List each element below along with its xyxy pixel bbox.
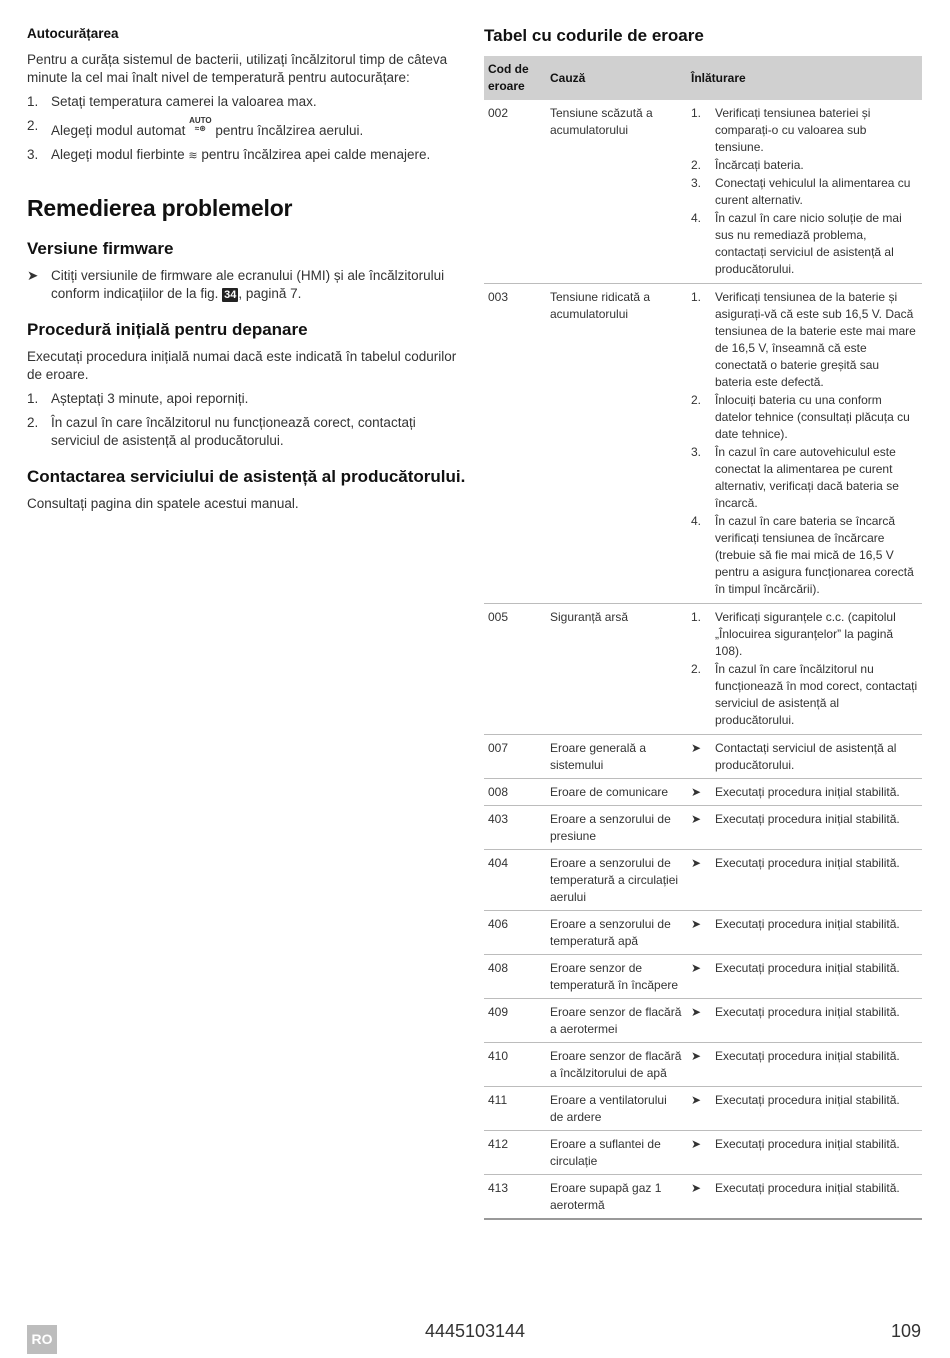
troubleshooting-title: Remedierea problemelor (27, 195, 293, 221)
error-code-cell: 002 (484, 100, 546, 284)
remedy-cell (687, 955, 922, 999)
initial-procedure-intro: Executați procedura inițială numai dacă este indicată în tabelul codurilor de eroare. (27, 349, 457, 382)
error-code-cell: 412 (484, 1131, 546, 1175)
firmware-heading: Versiune firmware (27, 239, 174, 258)
contact-text: Consultați pagina din spatele acestui manual. (27, 496, 299, 511)
error-code-cell: 005 (484, 604, 546, 735)
list-item: 4. În cazul în care bateria se încarcă verificați tensiunea de încărcare (trebuie să fie mai mică de 16,5 V pentru a asigura funcționarea corectă în timpul încărcării). (691, 514, 914, 596)
cause-cell: Eroare senzor de flacără a aerotermei (546, 999, 687, 1043)
list-item: 4. În cazul în care nicio soluție de mai sus nu remediază problema, contactați serviciul de asistență al producătorului. (691, 211, 902, 276)
remedy-list (691, 609, 918, 729)
error-code-cell: 408 (484, 955, 546, 999)
error-code-cell: 411 (484, 1087, 546, 1131)
autoclean-intro: Pentru a curăța sistemul de bacterii, utilizați încălzitorul timp de câteva minute la cel mai înalt nivel de temperatură pentru autocurățare: (27, 52, 448, 85)
table-row (484, 806, 922, 850)
table-row (484, 100, 922, 284)
remedy-cell (687, 779, 922, 806)
cause-cell: Eroare supapă gaz 1 aerotermă (546, 1175, 687, 1220)
arrow-icon: ➤ (691, 1181, 702, 1195)
error-code-cell: 404 (484, 850, 546, 911)
table-row (484, 850, 922, 911)
list-item: 2. Încărcați bateria. (691, 158, 804, 172)
arrow-icon: ➤ (691, 1093, 702, 1107)
language-badge: RO (27, 1325, 57, 1354)
arrow-icon: ➤ (27, 268, 39, 283)
remedy-cell (687, 999, 922, 1043)
cause-cell: Eroare de comunicare (546, 779, 687, 806)
cause-cell: Eroare a senzorului de presiune (546, 806, 687, 850)
arrow-icon: ➤ (691, 1005, 702, 1019)
column-header-code: Cod de eroare (484, 56, 546, 100)
autoclean-steps (27, 93, 467, 165)
cause-cell: Eroare a senzorului de temperatură apă (546, 911, 687, 955)
cause-cell: Eroare a ventilatorului de ardere (546, 1087, 687, 1131)
table-row (484, 604, 922, 735)
list-item: 3. Alegeți modul fierbinte ≋ pentru încălzirea apei calde menajere. (27, 146, 467, 165)
error-code-cell: 007 (484, 735, 546, 779)
error-code-table (484, 56, 922, 1220)
remedy-instruction: ➤ Executați procedura inițial stabilită. (691, 917, 900, 931)
remedy-instruction: ➤ Executați procedura inițial stabilită. (691, 1137, 900, 1151)
auto-mode-icon: AUTO ≈⊛ (189, 116, 212, 133)
arrow-icon: ➤ (691, 812, 702, 826)
cause-cell: Tensiune scăzută a acumulatorului (546, 100, 687, 284)
list-item: 1. Verificați tensiunea bateriei și comparați-o cu valoarea sub tensiune. (691, 106, 871, 154)
column-header-cause: Cauză (546, 56, 687, 100)
cause-cell: Eroare a senzorului de temperatură a circulației aerului (546, 850, 687, 911)
arrow-icon: ➤ (691, 1049, 702, 1063)
error-code-cell: 003 (484, 284, 546, 604)
list-item: 1. Verificați siguranțele c.c. (capitolul „Înlocuirea siguranțelor” la pagină 108). (691, 610, 896, 658)
list-item: 2. În cazul în care încălzitorul nu funcționează în mod corect, contactați serviciul de asistență al producătorului. (691, 662, 918, 727)
error-code-cell: 409 (484, 999, 546, 1043)
list-item: 2. Înlocuiți bateria cu una conform datelor tehnice (consultați plăcuța cu date tehnice). (691, 393, 910, 441)
table-row (484, 284, 922, 604)
remedy-cell (687, 735, 922, 779)
remedy-instruction: ➤ Executați procedura inițial stabilită. (691, 856, 900, 870)
error-code-cell: 403 (484, 806, 546, 850)
remedy-cell (687, 604, 922, 735)
firmware-instruction: ➤ Citiți versiunile de firmware ale ecranului (HMI) și ale încălzitorului conform indicațiilor de la fig. 34 , pagină 7. (27, 268, 445, 301)
error-code-cell: 406 (484, 911, 546, 955)
autoclean-heading: Autocurățarea (27, 26, 119, 41)
error-code-cell: 008 (484, 779, 546, 806)
cause-cell: Tensiune ridicată a acumulatorului (546, 284, 687, 604)
hot-water-icon: ≋ (188, 150, 198, 162)
cause-cell: Eroare a suflantei de circulație (546, 1131, 687, 1175)
remedy-instruction: ➤ Executați procedura inițial stabilită. (691, 812, 900, 826)
arrow-icon: ➤ (691, 917, 702, 931)
remedy-instruction: ➤ Executați procedura inițial stabilită. (691, 785, 900, 799)
cause-cell: Eroare senzor de flacără a încălzitorului de apă (546, 1043, 687, 1087)
list-item: 3. În cazul în care autovehiculul este conectat la alimentarea pe curent alternativ, verificați dacă bateria se încarcă. (691, 445, 899, 510)
remedy-cell (687, 1087, 922, 1131)
table-row (484, 1175, 922, 1220)
table-row (484, 1043, 922, 1087)
remedy-instruction: ➤ Executați procedura inițial stabilită. (691, 1049, 900, 1063)
remedy-cell (687, 1175, 922, 1220)
cause-cell: Eroare senzor de temperatură în încăpere (546, 955, 687, 999)
initial-procedure-steps (27, 390, 467, 450)
table-row (484, 1131, 922, 1175)
error-code-cell: 410 (484, 1043, 546, 1087)
list-item: 3. Conectați vehiculul la alimentarea cu curent alternativ. (691, 176, 911, 207)
cause-cell: Eroare generală a sistemului (546, 735, 687, 779)
remedy-cell (687, 850, 922, 911)
arrow-icon: ➤ (691, 785, 702, 799)
remedy-cell (687, 284, 922, 604)
remedy-list (691, 289, 918, 598)
remedy-instruction: ➤ Executați procedura inițial stabilită. (691, 961, 900, 975)
error-code-cell: 413 (484, 1175, 546, 1220)
list-item: 1. Verificați tensiunea de la baterie și asigurați-vă că este sub 16,5 V. Dacă tensiunea de la baterie este mai mare de 16,5 V, înseamnă că este conectată o baterie greșită sau bateria este defectă. (691, 290, 916, 389)
table-row (484, 999, 922, 1043)
error-table-title: Tabel cu codurile de eroare (484, 26, 704, 45)
list-item: 1. Așteptați 3 minute, apoi reporniți. (27, 391, 249, 406)
remedy-list (691, 105, 918, 278)
list-item: 2. În cazul în care încălzitorul nu funcționează corect, contactați serviciul de asistență al producătorului. (27, 415, 416, 448)
remedy-instruction: ➤ Contactați serviciul de asistență al producătorului. (691, 741, 897, 772)
arrow-icon: ➤ (691, 741, 702, 755)
remedy-cell (687, 1043, 922, 1087)
table-row (484, 955, 922, 999)
remedy-instruction: ➤ Executați procedura inițial stabilită. (691, 1181, 900, 1195)
right-column (484, 26, 922, 1220)
remedy-cell (687, 911, 922, 955)
list-item: 2. Alegeți modul automat AUTO ≈⊛ pentru încălzirea aerului. (27, 116, 364, 138)
table-row (484, 779, 922, 806)
remedy-cell (687, 806, 922, 850)
arrow-icon: ➤ (691, 961, 702, 975)
document-number: 4445103144 (424, 1321, 526, 1341)
table-row (484, 735, 922, 779)
cause-cell: Siguranță arsă (546, 604, 687, 735)
left-column (27, 26, 467, 519)
arrow-icon: ➤ (691, 1137, 702, 1151)
figure-reference: 34 (224, 289, 237, 301)
initial-procedure-heading: Procedură inițială pentru depanare (27, 320, 308, 339)
page-number: 109 (890, 1321, 921, 1341)
column-header-remedy: Înlăturare (687, 56, 922, 100)
remedy-cell (687, 100, 922, 284)
remedy-instruction: ➤ Executați procedura inițial stabilită. (691, 1005, 900, 1019)
remedy-cell (687, 1131, 922, 1175)
list-item: 1. Setați temperatura camerei la valoarea max. (27, 94, 317, 109)
table-row (484, 911, 922, 955)
contact-heading: Contactarea serviciului de asistență al producătorului. (27, 467, 466, 486)
arrow-icon: ➤ (691, 856, 702, 870)
remedy-instruction: ➤ Executați procedura inițial stabilită. (691, 1093, 900, 1107)
table-row (484, 1087, 922, 1131)
